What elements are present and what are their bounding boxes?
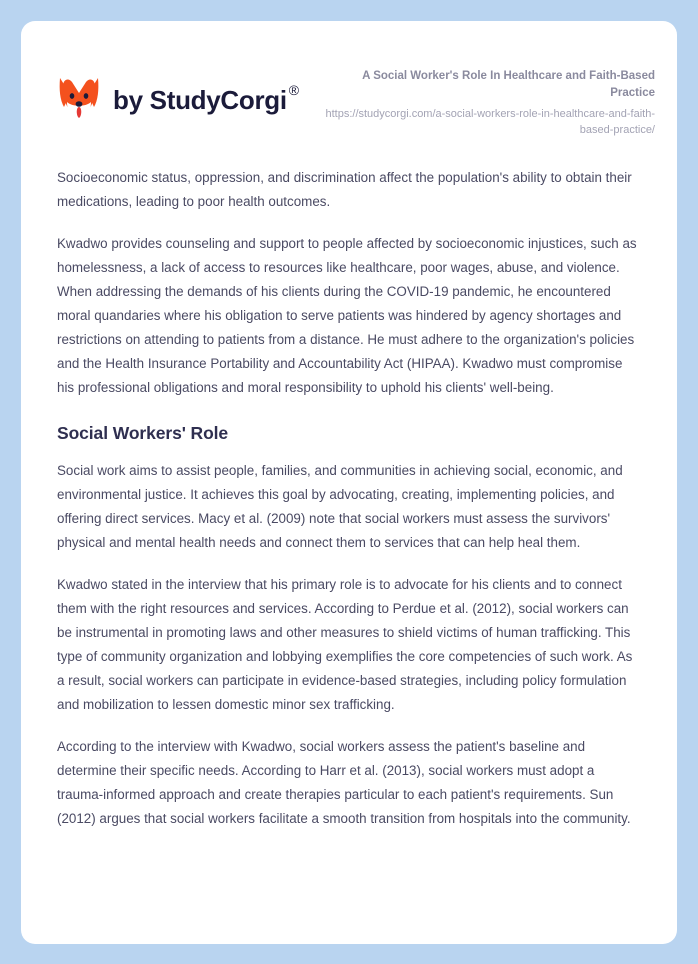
wordmark-text: by StudyCorgi [113,85,287,115]
article-paragraph: Socioeconomic status, oppression, and discrimination affect the population's ability to obtain their medications, leading to poor health outcomes. [57,170,632,210]
source-url[interactable]: https://studycorgi.com/a-social-workers-role-in-healthcare-and-faith-based-practice/ [325,108,655,137]
section-heading: Social Workers' Role [57,423,229,444]
corgi-logo-icon [56,76,102,124]
article-body [21,139,677,831]
registered-trademark-icon: ® [288,82,299,98]
document-card [21,21,677,944]
article-paragraph: According to the interview with Kwadwo, social workers assess the patient's baseline and determine their specific needs. According to Harr et al. (2013), social workers must adopt a trauma-informed approach and create therapies particular to each patient's requirements. Sun (2012) argues that social workers facilitate a smooth transition from hospitals into the community. [57,738,631,826]
article-paragraph: Social work aims to assist people, families, and communities in achieving social, economic, and environmental justice. It achieves this goal by advocating, creating, implementing policies, and offering direct services. Macy et al. (2009) note that social workers must assess the survivors' physical and mental health needs and connect them to services that can help heal them. [57,462,623,550]
document-header [21,21,677,139]
page-title: A Social Worker's Role In Healthcare and Faith-Based Practice [362,70,655,99]
article-paragraph: Kwadwo provides counseling and support to people affected by socioeconomic injustices, such as homelessness, a lack of access to resources like healthcare, poor wages, abuse, and violence. When addressing the demands of his clients during the COVID-19 pandemic, he encountered moral quandaries where his obligation to serve patients was hindered by agency shortages and restrictions on attending to patients from a distance. He must adhere to the organization's policies and the Health Insurance Portability and Accountability Act (HIPAA). Kwadwo must compromise his professional obligations and moral responsibility to uphold his clients' well-being. [57,236,637,396]
document-meta [325,66,655,139]
article-paragraph: Kwadwo stated in the interview that his primary role is to advocate for his clients and to connect them with the right resources and services. According to Perdue et al. (2012), social workers can be instrumental in promoting laws and other measures to shield victims of human trafficking. This type of community organization and lobbying exemplifies the core competencies of such work. As a result, social workers can participate in evidence-based strategies, including policy formulation and mobilization to lessen domestic minor sex trafficking. [57,576,633,712]
studycorgi-brand[interactable] [56,66,297,124]
studycorgi-wordmark [113,82,299,115]
